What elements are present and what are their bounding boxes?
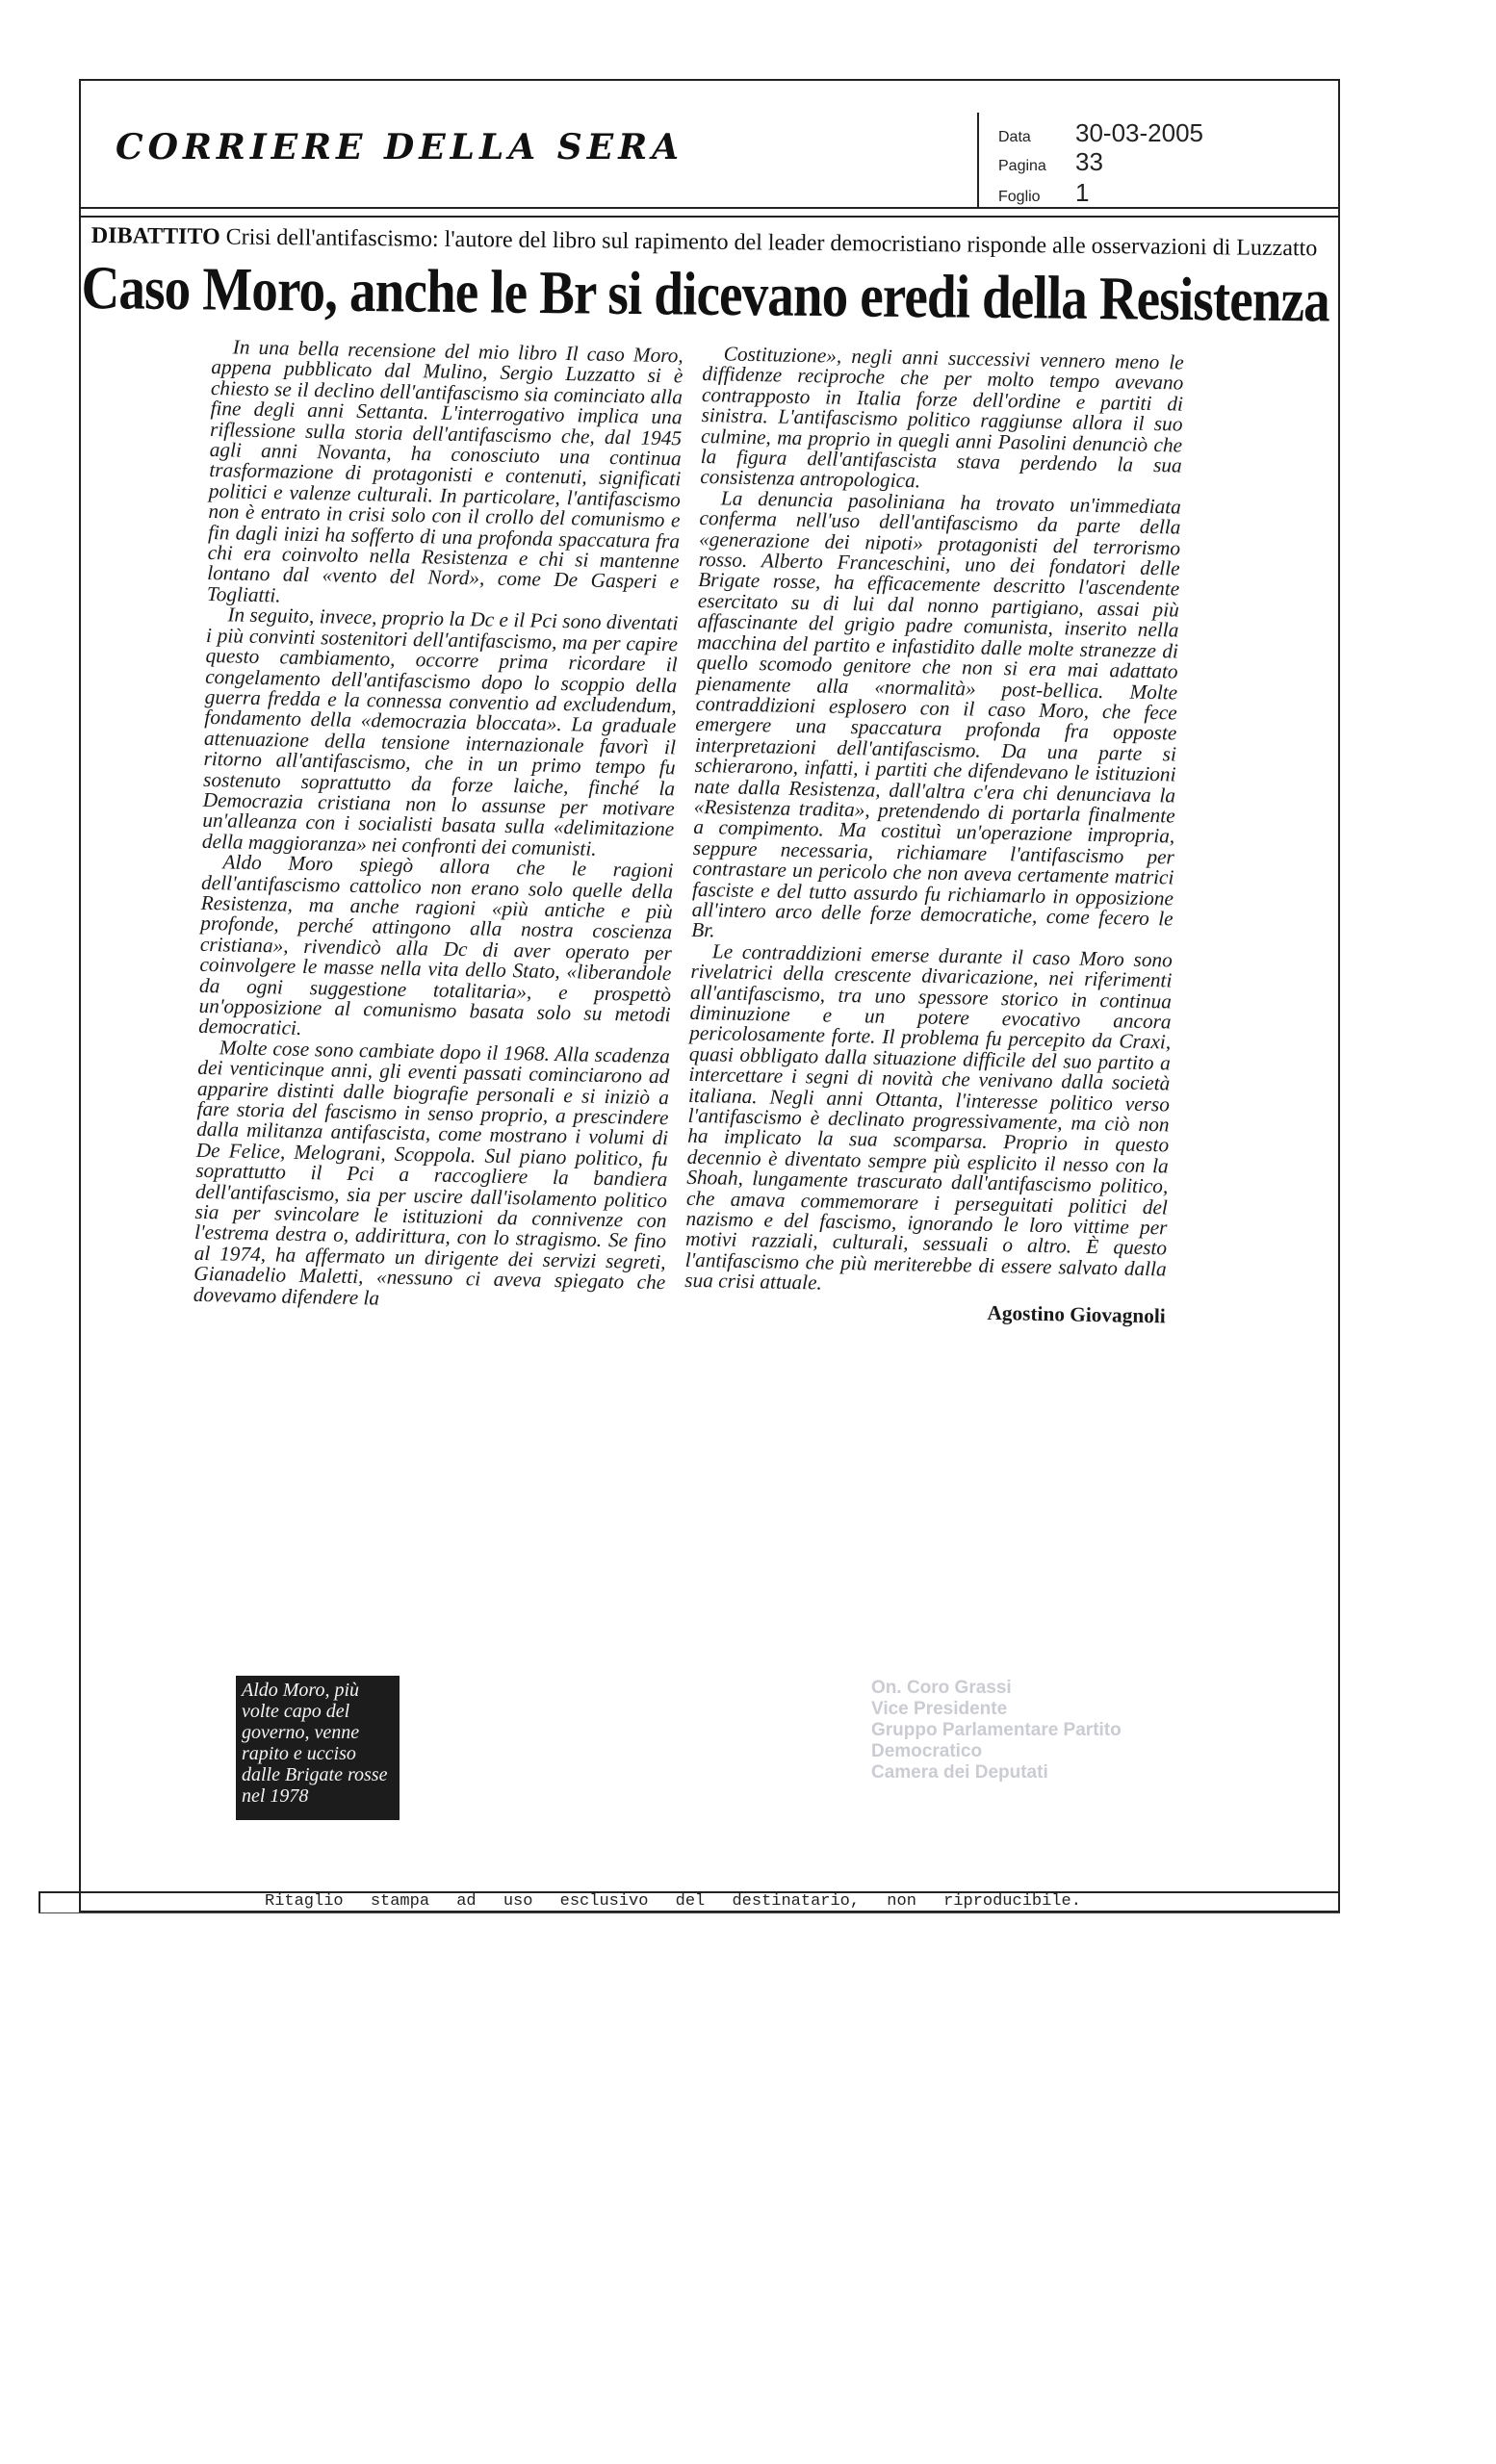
meta-value: 1 [1075,178,1090,207]
faded-stamp [871,1678,1218,1784]
stamp-line: Camera dei Deputati [871,1762,1048,1783]
footer-disclaimer: Ritaglio stampa ad uso esclusivo del destinatario, non riproducibile. [265,1892,1081,1911]
meta-label: Data [998,129,1031,145]
meta-row-page [998,147,1103,177]
header-rule [79,216,1340,218]
paragraph: Le contraddizioni emerse durante il caso Moro sono rivelatrici della crescente divaricazione, nei riferimenti all'antifascismo, tra uno spessore storico in continua diminuzione e un potere evocativo ancora pericolosamente forte. Il problema fu percepito da Craxi, quasi obbligato dalla situazione difficile del suo partito a intercettare i segni di novità che venivano dalla società italiana. Negli anni Ottanta, l'interesse politico verso l'antifascismo è declinato progressivamente, ma ciò non ha implicato la sua scomparsa. Proprio in questo decennio è diventato sempre più esplicito il nesso con la Shoah, lungamente trascurato dall'antifascismo politico, che amava commemorare i perseguitati politici del nazismo e del fascismo, ignorando le loro vittime per motivi razziali, culturali, sessuali o altro. È questo l'antifascismo che più meriterebbe di essere salvato dalla sua crisi attuale. [684,939,1174,1295]
left-column [193,337,684,1314]
footer-edge [39,1891,40,1912]
article-headline: Caso Moro, anche le Br si dicevano eredi della Resistenza [81,253,1330,335]
photo-caption [236,1676,400,1820]
stamp-line: Vice Presidente [871,1699,1008,1719]
meta-value: 30-03-2005 [1075,118,1203,147]
stamp-line: Gruppo Parlamentare Partito Democratico [871,1720,1122,1761]
paragraph: La denuncia pasoliniana ha trovato un'immediata conferma nell'uso dell'antifascismo da parte della «generazione dei nipoti» protagonisti del terrorismo rosso. Alberto Franceschini, uno dei fondatori delle Brigate rosse, ha efficacemente descritto l'ascendente esercitato su di lui dal nonno partigiano, assai più affascinante del grigio padre comunista, inserito nella macchina del partito e infastidito dalle molte stranezze di quello scomodo genitore che non si era mai adattato pienamente alla «normalità» post-bellica. Molte contraddizioni esplosero con il caso Moro, che fece emergere una spaccatura profonda fra opposte interpretazioni dell'antifascismo. Da una parte si schierarono, infatti, i partiti che difendevano le istituzioni nate dalla Resistenza, dall'altra c'era chi denunciava la «Resistenza tradita», pretendendo di portarla finalmente a compimento. Ma costituì un'operazione impropria, seppure necessaria, richiamare l'antifascismo per contrastare un pericolo che non aveva certamente matrici fasciste e del tutto assurdo fu richiamarlo in opposizione all'intero arco delle forze democratiche, come fecero le Br. [691,486,1182,942]
meta-box [977,113,1340,209]
kicker-tag: DIBATTITO [90,223,220,250]
paragraph: In seguito, invece, proprio la Dc e il Pci sono diventati i più convinti sostenitori dell'antifascismo, ma per capire questo cambiamento, occorre prima ricordare il congelamento dell'antifascismo dopo lo scoppio della guerra fredda e la connessa conventio ad excludendum, fondamento della «democrazia bloccata». La graduale attenuazione della tensione internazionale favorì il ritorno all'antifascismo, che in un primo tempo fu sostenuto soprattutto da forze laiche, finché la Democrazia cristiana non lo assunse per motivare un'alleanza con i socialisti basata sulla «delimitazione della maggioranza» nei confronti dei comunisti. [201,603,679,860]
meta-row-sheet [998,178,1089,208]
meta-value: 33 [1075,147,1103,176]
meta-row-date [998,118,1203,148]
paragraph: Molte cose sono cambiate dopo il 1968. Alla scadenza dei venticinque anni, gli eventi passati cominciarono ad apparire distinti dalle biografie personali e si iniziò a fare storia del fascismo in senso proprio, a prescindere dalla militanza antifascista, come mostrano i volumi di De Felice, Melograni, Scoppola. Sul piano politico, fu soprattutto il Pci a raccogliere la bandiera dell'antifascismo, sia per uscire dall'isolamento politico sia per svincolare le istituzioni da connivenze con l'estrema destra o, addirittura, con lo stragismo. Se fino al 1974, ha affermato un dirigente dei servizi segreti, Gianadelio Maletti, «nessuno ci aveva spiegato che dovevamo difendere la [193,1036,670,1310]
newspaper-masthead: CORRIERE DELLA SERA [116,127,684,167]
footer-rule-bottom [39,1912,1340,1913]
meta-label: Foglio [998,189,1041,205]
caption-text: Aldo Moro, più volte capo del governo, venne rapito e ucciso dalle Brigate rosse nel 1978 [242,1680,388,1807]
kicker-text: Crisi dell'antifascismo: l'autore del libro sul rapimento del leader democristiano risponde alle osservazioni di Luzzatto [225,224,1318,262]
paragraph: In una bella recensione del mio libro Il caso Moro, appena pubblicato dal Mulino, Sergio Luzzatto si è chiesto se il declino dell'antifascismo sia cominciato alla fine degli anni Settanta. L'interrogativo implica una riflessione sulla storia dell'antifascismo che, dal 1945 agli anni Novanta, ha conosciuto una continua trasformazione di protagonisti e contenuti, significati politici e valenze culturali. In particolare, l'antifascismo non è entrato in crisi solo con il crollo del comunismo e fin dagli inizi ha sofferto di una profonda spaccatura fra chi era coinvolto nella Resistenza e chi si mantenne lontano dal «vento del Nord», come De Gasperi e Togliatti. [206,335,684,607]
meta-label: Pagina [998,158,1046,174]
paragraph: Aldo Moro spiegò allora che le ragioni dell'antifascismo cattolico non erano solo quelle della Resistenza, ma anche ragioni «più antiche e più profonde, perché attingono alla nostra coscienza cristiana», rivendicò alla Dc di aver operato per coinvolgere le masse nella vita dello Stato, «liberandole da ogni suggestione totalitaria», e prospettò un'opposizione al comunismo basata solo su metodi democratici. [198,850,674,1040]
author-signature: Agostino Giovagnoli [987,1300,1166,1328]
right-column [684,344,1184,1327]
paragraph: Costituzione», negli anni successivi vennero meno le diffidenze reciproche che per molto tempo avevano contrapposto in Italia forze dell'ordine e partiti di sinistra. L'antifascismo politico raggiunse allora il suo culmine, ma proprio in quegli anni Pasolini denunciò che la figura dell'antifascista stava perdendo la sua consistenza antropologica. [700,342,1184,493]
stamp-line: On. Coro Grassi [871,1678,1012,1698]
